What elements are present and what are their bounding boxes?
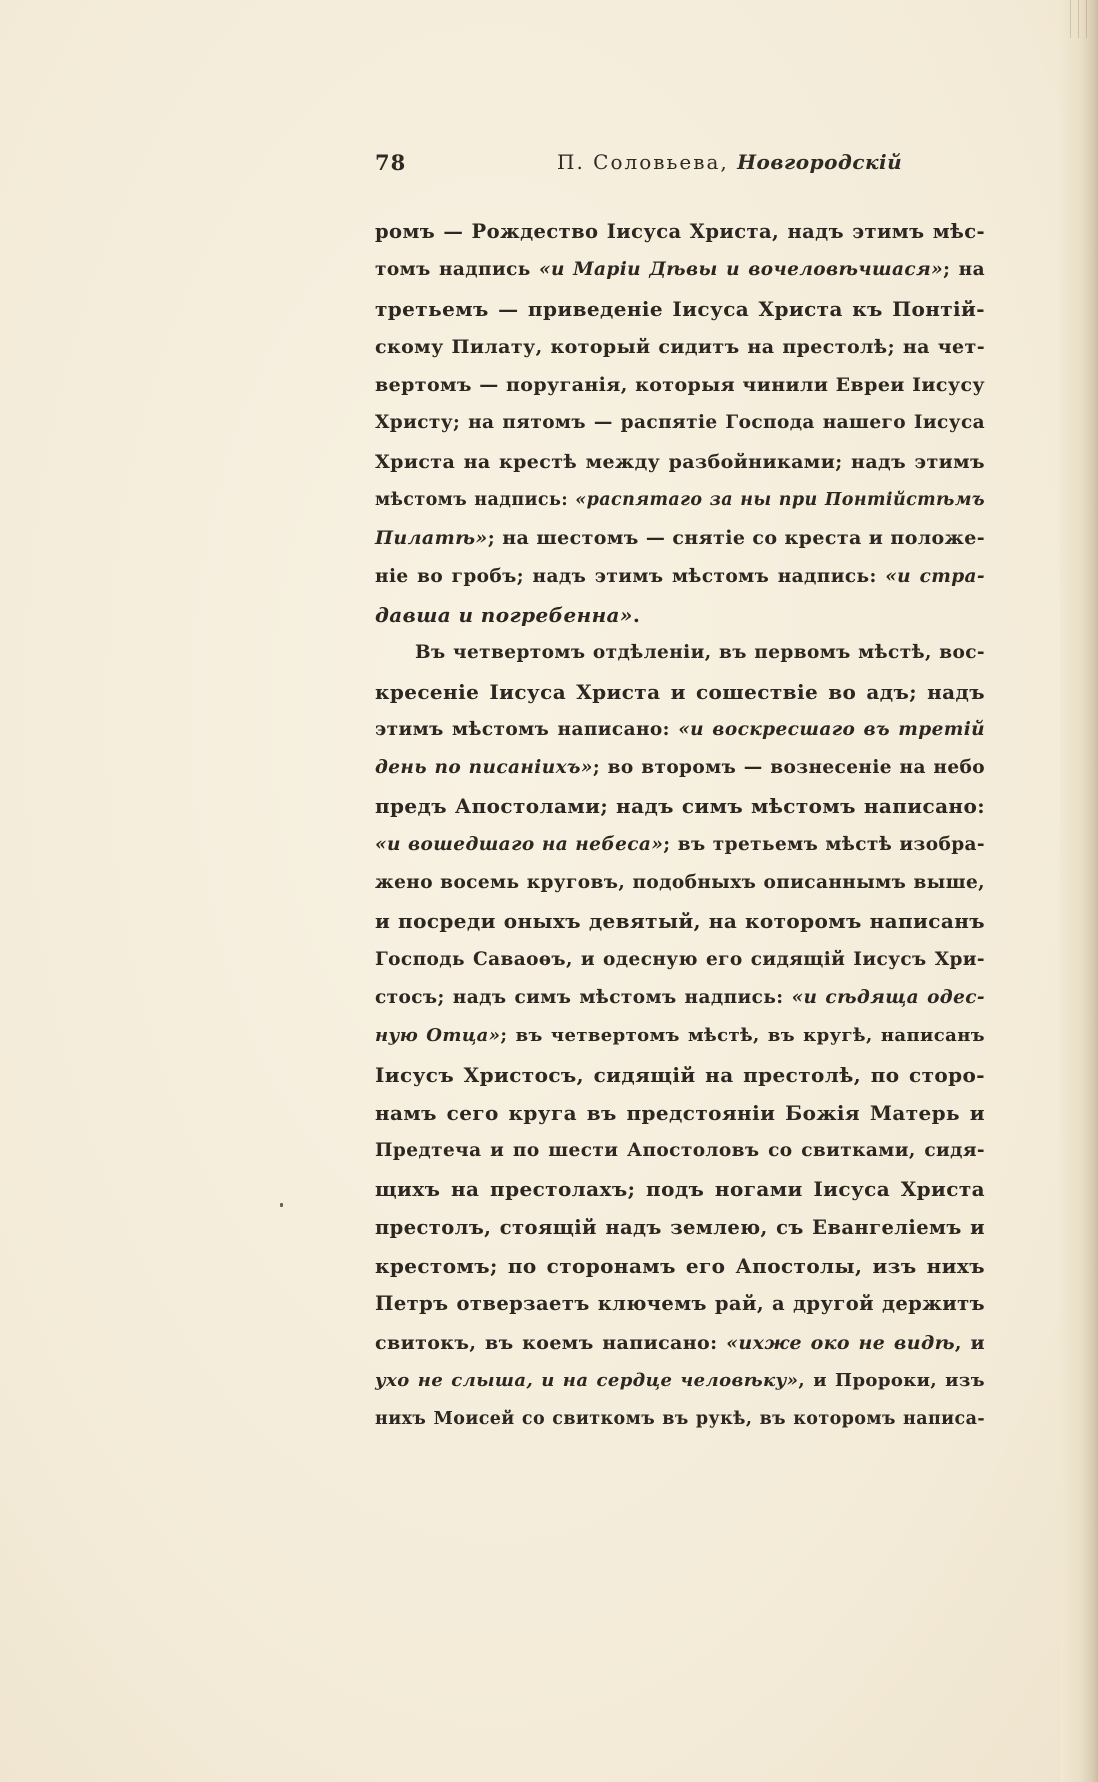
text-line xyxy=(375,596,1075,634)
text-run: Господь Саваоѳъ, и одесную его сидящій Іисусъ Хри- xyxy=(375,948,985,970)
text-line xyxy=(375,481,1075,519)
page-header xyxy=(375,150,1075,180)
page-number: 78 xyxy=(375,150,407,175)
text-run: Іисусъ Христосъ, сидящій на престолѣ, по сторо- xyxy=(375,1062,985,1087)
text-run: Петръ отверзаетъ ключемъ рай, а другой держитъ xyxy=(375,1292,985,1316)
text-run: , и Пророки, изъ xyxy=(798,1369,985,1391)
text-line xyxy=(375,673,1075,711)
text-line xyxy=(375,634,1075,672)
running-head xyxy=(557,150,902,174)
margin-speck xyxy=(280,1203,283,1207)
text-run: ; въ четвертомъ мѣстѣ, въ кругѣ, написанъ xyxy=(500,1025,985,1047)
text-run: томъ надпись xyxy=(375,259,540,281)
text-run: ; на xyxy=(943,259,985,281)
text-line xyxy=(375,213,1075,251)
running-head-title: Новгородскій xyxy=(737,150,903,174)
text-run: Христа на крестѣ между разбойниками; надъ этимъ xyxy=(375,450,985,473)
italic-quote: «и вошедшаго на небеса» xyxy=(375,833,664,855)
text-run: стосъ; надъ симъ мѣстомъ надпись: xyxy=(375,986,792,1008)
text-line xyxy=(375,749,1075,787)
text-line xyxy=(375,1132,1075,1170)
text-run: кресеніе Іисуса Христа и сошествіе во адъ; надъ xyxy=(375,679,985,704)
text-run: ; во второмъ — вознесеніе на небо xyxy=(592,757,985,779)
text-run: третьемъ — приведеніе Іисуса Христа къ Понтій- xyxy=(375,296,985,321)
italic-quote: «распятаго за ны при Понтійстѣмъ xyxy=(575,490,985,511)
text-line xyxy=(375,1324,1075,1362)
text-run: ніе во гробъ; надъ этимъ мѣстомъ надпись: xyxy=(375,565,886,587)
text-run: престолъ, стоящій надъ землею, съ Евангеліемъ и xyxy=(375,1215,985,1239)
italic-quote: день по писаніихъ» xyxy=(375,757,593,779)
text-line xyxy=(375,443,1075,481)
text-run: свитокъ, въ коемъ написано: xyxy=(375,1331,727,1354)
text-line xyxy=(375,328,1075,366)
text-line xyxy=(375,1170,1075,1208)
text-line xyxy=(375,787,1075,825)
text-line xyxy=(375,1017,1075,1055)
text-line xyxy=(375,1285,1075,1323)
text-run: ; на шестомъ — снятіе со креста и положе- xyxy=(487,527,985,550)
text-run: Христу; на пятомъ — распятіе Господа нашего Іисуса xyxy=(375,412,985,434)
text-run: щихъ на престолахъ; подъ ногами Іисуса Христа xyxy=(375,1177,985,1202)
text-run: предъ Апостолами; надъ симъ мѣстомъ написано: xyxy=(375,794,985,819)
running-head-author: П. Соловьева, xyxy=(557,150,729,174)
text-line xyxy=(375,519,1075,557)
text-line xyxy=(375,979,1075,1017)
text-run: намъ сего круга въ предстояніи Божія Матерь и xyxy=(375,1100,985,1125)
text-line xyxy=(375,404,1075,442)
text-line xyxy=(375,902,1075,940)
text-line xyxy=(375,1400,1075,1438)
text-run: Предтеча и по шести Апостоловъ со свитками, сидя- xyxy=(375,1140,985,1162)
italic-quote: «ихже око не видѣ xyxy=(726,1331,955,1354)
italic-quote: ухо не слыша, и на сердце человѣку» xyxy=(375,1369,799,1391)
italic-quote: давша и погребенна» xyxy=(375,602,633,627)
text-run: , и xyxy=(954,1331,985,1354)
text-run: скому Пилату, который сидитъ на престолѣ; на чет- xyxy=(375,335,985,358)
text-line xyxy=(375,826,1075,864)
text-run: ромъ — Рождество Іисуса Христа, надъ этимъ мѣс- xyxy=(375,220,985,243)
text-line xyxy=(375,366,1075,404)
text-run: Въ четвертомъ отдѣленіи, въ первомъ мѣстѣ, вос- xyxy=(415,642,985,664)
text-line xyxy=(375,711,1075,749)
text-run: крестомъ; по сторонамъ его Апостолы, изъ нихъ xyxy=(375,1254,985,1279)
text-run: этимъ мѣстомъ написано: xyxy=(375,718,679,740)
text-line xyxy=(375,864,1075,902)
italic-quote: Пилатѣ» xyxy=(375,527,488,550)
text-line xyxy=(375,290,1075,328)
text-run: и посреди оныхъ девятый, на которомъ написанъ xyxy=(375,909,985,934)
text-line xyxy=(375,251,1075,289)
italic-quote: «и стра- xyxy=(885,565,986,587)
text-run: нихъ Моисей со свиткомъ въ рукѣ, въ которомъ написа- xyxy=(375,1409,985,1430)
text-run: ; въ третьемъ мѣстѣ изобра- xyxy=(663,833,986,855)
text-run: . xyxy=(632,602,641,627)
text-run: вертомъ — поруганія, которыя чинили Евреи Іисусу xyxy=(375,374,985,397)
italic-quote: «и воскресшаго въ третій xyxy=(678,718,985,740)
text-line xyxy=(375,1056,1075,1094)
italic-quote: «и Маріи Дѣвы и вочеловѣчшася» xyxy=(539,259,944,281)
italic-quote: ную Отца» xyxy=(375,1025,501,1047)
text-line xyxy=(375,1094,1075,1132)
body-text xyxy=(375,213,1075,1439)
text-run: жено восемь круговъ, подобныхъ описаннымъ выше, xyxy=(375,872,985,894)
text-line xyxy=(375,1209,1075,1247)
text-line xyxy=(375,1362,1075,1400)
text-line xyxy=(375,941,1075,979)
italic-quote: «и сѣдяща одес- xyxy=(791,986,985,1008)
text-line xyxy=(375,1247,1075,1285)
text-line xyxy=(375,558,1075,596)
text-run: мѣстомъ надпись: xyxy=(375,490,576,511)
